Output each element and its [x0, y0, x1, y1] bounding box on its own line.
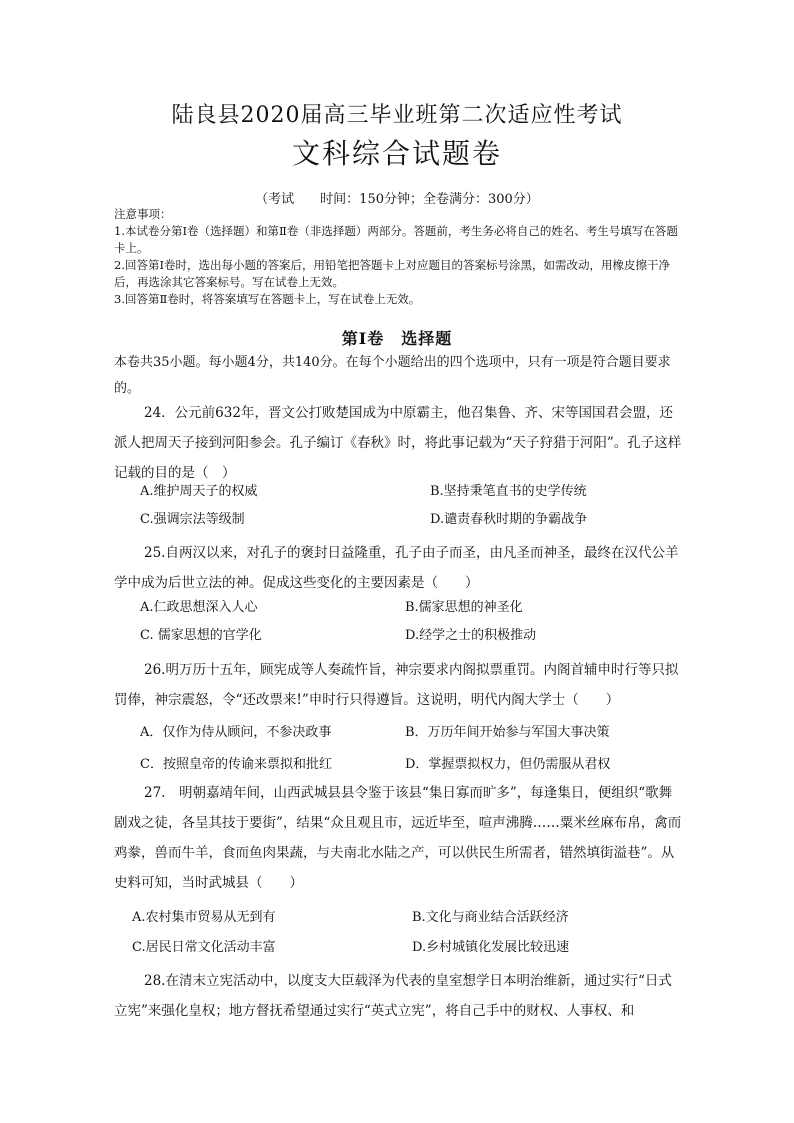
- option-c: C．按照皇帝的传谕来票拟和批红: [140, 757, 332, 772]
- question-options: [132, 903, 692, 963]
- question-stem: 27. 明朝嘉靖年间，山西武城县县令鉴于该县“集日寡而旷多”，每逢集日，便组织“歌舞剧戏之徒，各呈其技于要街”，结果“众且观且市，远近毕至，喧声沸腾……粟米丝麻布帛，禽而鸡豢，兽而牛羊，食而鱼肉果蔬，与夫南北水陆之产，可以供民生所需者，错然填街溢巷”。从史料可知，当时武城县（ ）: [114, 785, 682, 891]
- option-d: D.经学之士的积极推动: [405, 628, 537, 643]
- question-options: [140, 594, 700, 650]
- instructions-heading: 注意事项：: [114, 207, 172, 221]
- option-a: A.仁政思想深入人心: [140, 600, 258, 615]
- question-options: [140, 478, 700, 534]
- option-b: B.文化与商业结合活跃经济: [412, 910, 569, 925]
- instruction-item: 2.回答第Ⅰ卷时，选出每小题的答案后，用铅笔把答题卡上对应题目的答案标号涂黑，如需改动，用橡皮擦干净后，再选涂其它答案标号。写在试卷上无效。: [114, 258, 671, 289]
- question-options: [140, 717, 700, 781]
- question-stem: 26.明万历十五年，顾宪成等人奏疏忤旨，神宗要求内阁拟票重罚。内阁首辅申时行等只拟罚俸，神宗震怒，令“还改票来!”申时行只得遵旨。这说明，明代内阁大学士（ ）: [114, 662, 679, 708]
- question-stem: 24．公元前632年，晋文公打败楚国成为中原霸主，他召集鲁、齐、宋等国国君会盟，还派人把周天子接到河阳参会。孔子编订《春秋》时，将此事记载为“天子狩猎于河阳”。孔子这样记载的目的是（ ）: [114, 405, 682, 481]
- question-stem: 28.在清末立宪活动中，以度支大臣载泽为代表的皇室想学日本明治维新，通过实行“日式立宪”来强化皇权；地方督抚希望通过实行“英式立宪”，将自己手中的财权、人事权、和: [114, 973, 672, 1019]
- question-stem: 25.自两汉以来，对孔子的褒封日益隆重，孔子由子而圣，由凡圣而神圣，最终在汉代公羊学中成为后世立法的神。促成这些变化的主要因素是（ ）: [114, 545, 679, 591]
- option-c: C. 儒家思想的官学化: [140, 628, 262, 643]
- exam-subtitle: 文科综合试题卷: [291, 137, 502, 170]
- instruction-item: 3.回答第Ⅱ卷时，将答案填写在答题卡上，写在试卷上无效。: [114, 292, 421, 306]
- option-c: C.居民日常文化活动丰富: [132, 940, 276, 955]
- option-d: D.谴责春秋时期的争霸战争: [430, 512, 588, 527]
- section-title: 第Ⅰ卷 选择题: [341, 329, 453, 348]
- option-a: A.维护周天子的权威: [140, 484, 258, 499]
- option-b: B．万历年间开始参与军国大事决策: [405, 725, 610, 740]
- option-d: D.乡村城镇化发展比较迅速: [412, 940, 570, 955]
- instructions: [114, 206, 684, 308]
- exam-info: （考试 时间：150分钟；全卷满分：300分）: [255, 192, 539, 207]
- exam-title: 陆良县2020届高三毕业班第二次适应性考试: [171, 103, 623, 128]
- instruction-item: 1.本试卷分第Ⅰ卷（选择题）和第Ⅱ卷（非选择题）两部分。答题前，考生务必将自己的姓名、考生号填写在答题卡上。: [114, 224, 678, 255]
- option-a: A．仅作为侍从顾问，不参决政事: [140, 725, 332, 740]
- option-a: A.农村集市贸易从无到有: [132, 910, 276, 925]
- option-d: D．掌握票拟权力，但仍需服从君权: [405, 757, 611, 772]
- option-b: B.儒家思想的神圣化: [405, 600, 523, 615]
- section-intro: 本卷共35小题。每小题4分，共140分。在每个小题给出的四个选项中，只有一项是符合题目要求的。: [114, 355, 671, 396]
- option-b: B.坚持秉笔直书的史学传统: [430, 484, 587, 499]
- option-c: C.强调宗法等级制: [140, 512, 245, 527]
